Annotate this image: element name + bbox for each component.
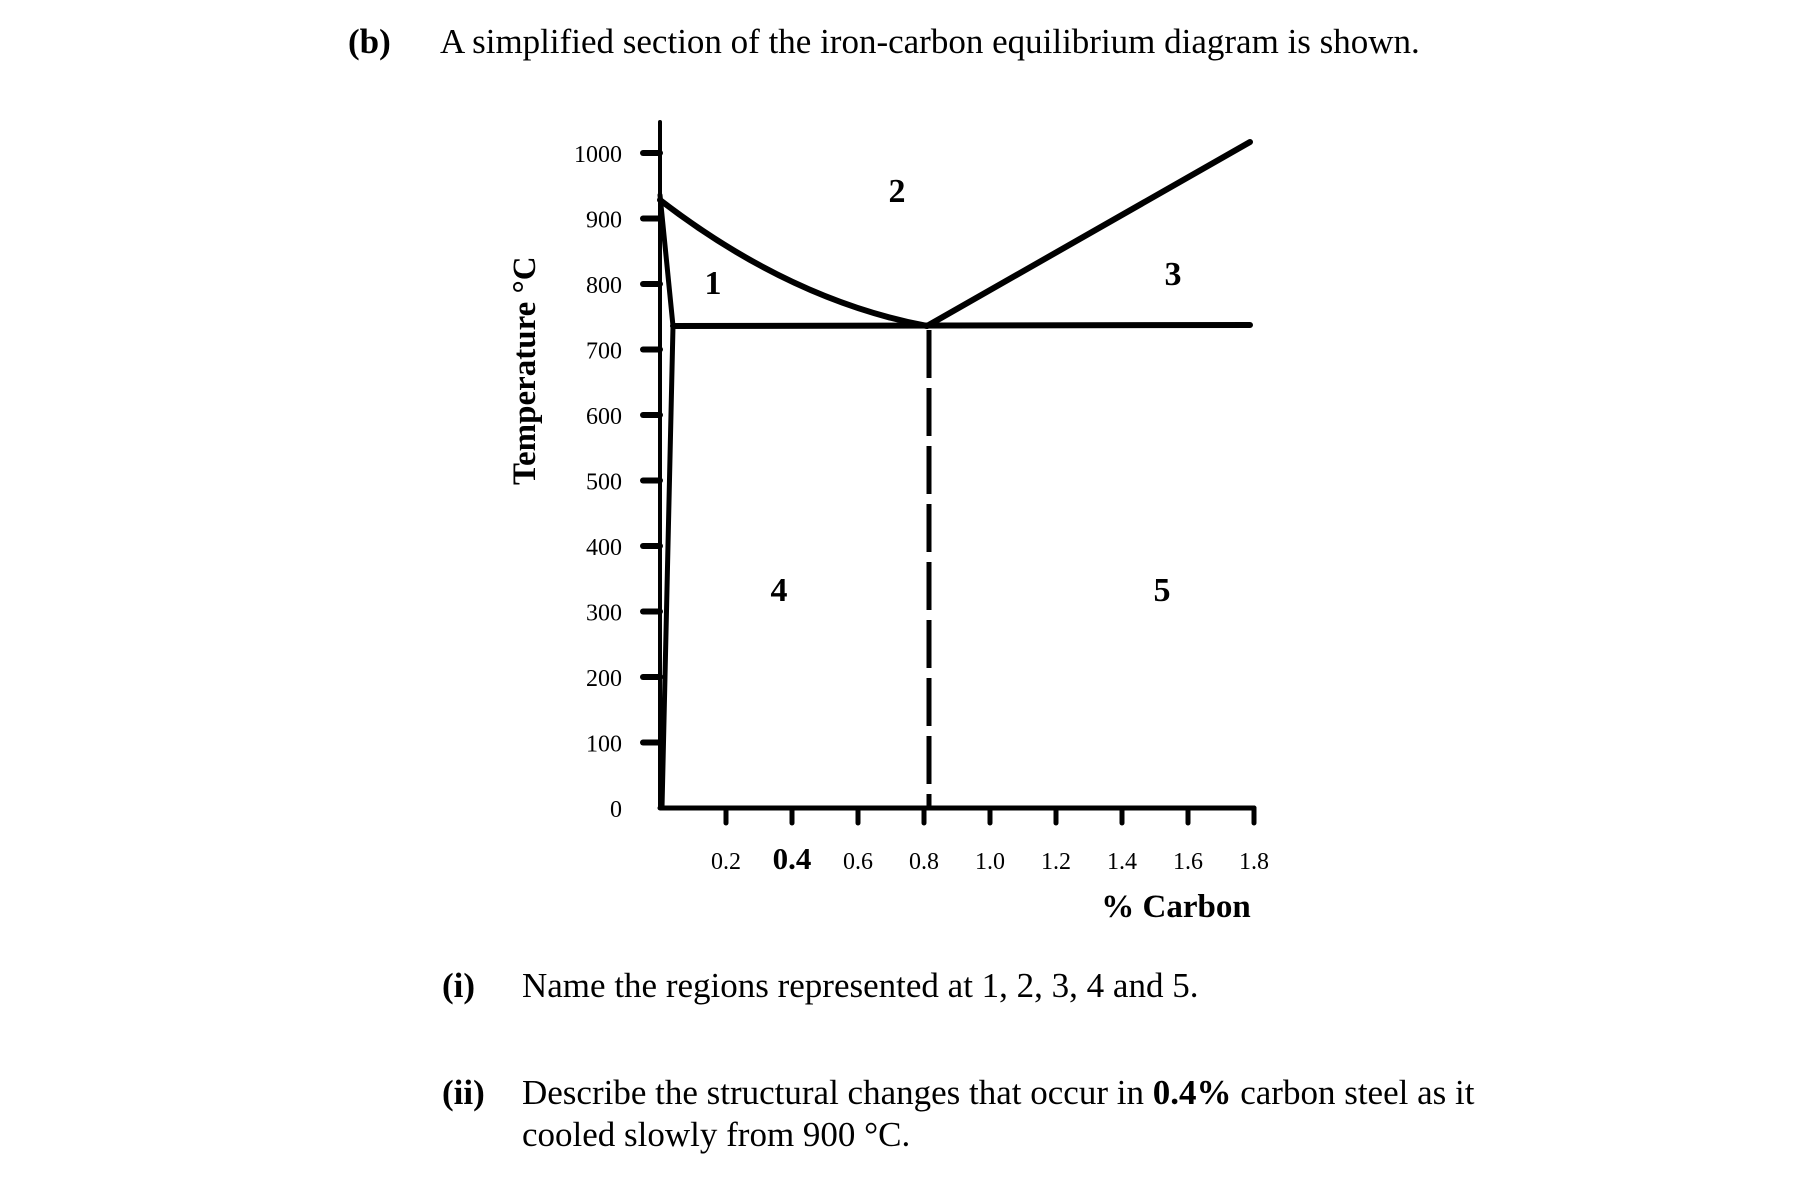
x-tick-label: 0.4 <box>772 841 812 876</box>
region-label-5: 5 <box>1153 572 1171 609</box>
region-labels <box>705 173 1182 609</box>
x-tick-label: 1.4 <box>1107 849 1137 875</box>
subquestion-i-label: (i) <box>442 966 476 1005</box>
eutectoid-line <box>673 325 1250 326</box>
y-axis-title: Temperature °C <box>507 256 543 485</box>
x-tick-labels <box>711 841 1269 876</box>
x-tick-label: 0.2 <box>711 849 741 875</box>
x-tick-label: 0.6 <box>843 849 873 875</box>
x-tick-label: 1.0 <box>975 849 1005 875</box>
x-tick-label: 1.8 <box>1239 849 1269 875</box>
a3-curve <box>660 200 927 326</box>
x-tick-label: 0.8 <box>909 849 939 875</box>
y-tick-label: 100 <box>586 731 622 758</box>
y-tick-label: 700 <box>586 338 622 365</box>
x-tick-label: 1.2 <box>1041 849 1071 875</box>
y-tick-label: 600 <box>586 404 622 430</box>
subquestion-ii-text-bold: 0.4% <box>1152 1073 1232 1112</box>
phase-lines <box>660 142 1250 808</box>
subquestion-ii-label: (ii) <box>442 1073 485 1112</box>
y-tick-label: 1000 <box>574 142 622 168</box>
subquestion-i-text: Name the regions represented at 1, 2, 3, 4 and 5. <box>522 966 1199 1005</box>
subquestion-ii-text-before: Describe the structural changes that occur in <box>522 1073 1153 1112</box>
y-tick-labels <box>574 142 622 823</box>
question-intro: A simplified section of the iron-carbon equilibrium diagram is shown. <box>440 22 1420 61</box>
y-tick-label: 500 <box>586 469 622 496</box>
part-label: (b) <box>348 22 391 61</box>
region-label-4: 4 <box>770 572 788 609</box>
x-axis-title: % Carbon <box>1101 889 1251 925</box>
x-tick-label: 1.6 <box>1173 849 1203 875</box>
y-tick-label: 300 <box>586 600 622 627</box>
region-label-2: 2 <box>888 173 906 210</box>
region-label-1: 1 <box>704 265 722 302</box>
y-tick-label: 900 <box>586 207 622 234</box>
y-tick-label: 400 <box>586 535 622 561</box>
region-label-3: 3 <box>1164 256 1182 293</box>
acm-line <box>927 142 1250 326</box>
axes <box>660 122 1254 808</box>
subquestion-ii-line2: cooled slowly from 900 °C. <box>522 1115 911 1154</box>
subquestion-ii-text-after: carbon steel as it <box>1231 1073 1475 1112</box>
subquestion-ii-text <box>522 1073 1474 1113</box>
y-tick-label: 0 <box>610 797 622 823</box>
y-tick-label: 800 <box>586 273 622 299</box>
y-tick-label: 200 <box>586 666 622 692</box>
y-ticks <box>643 153 660 743</box>
